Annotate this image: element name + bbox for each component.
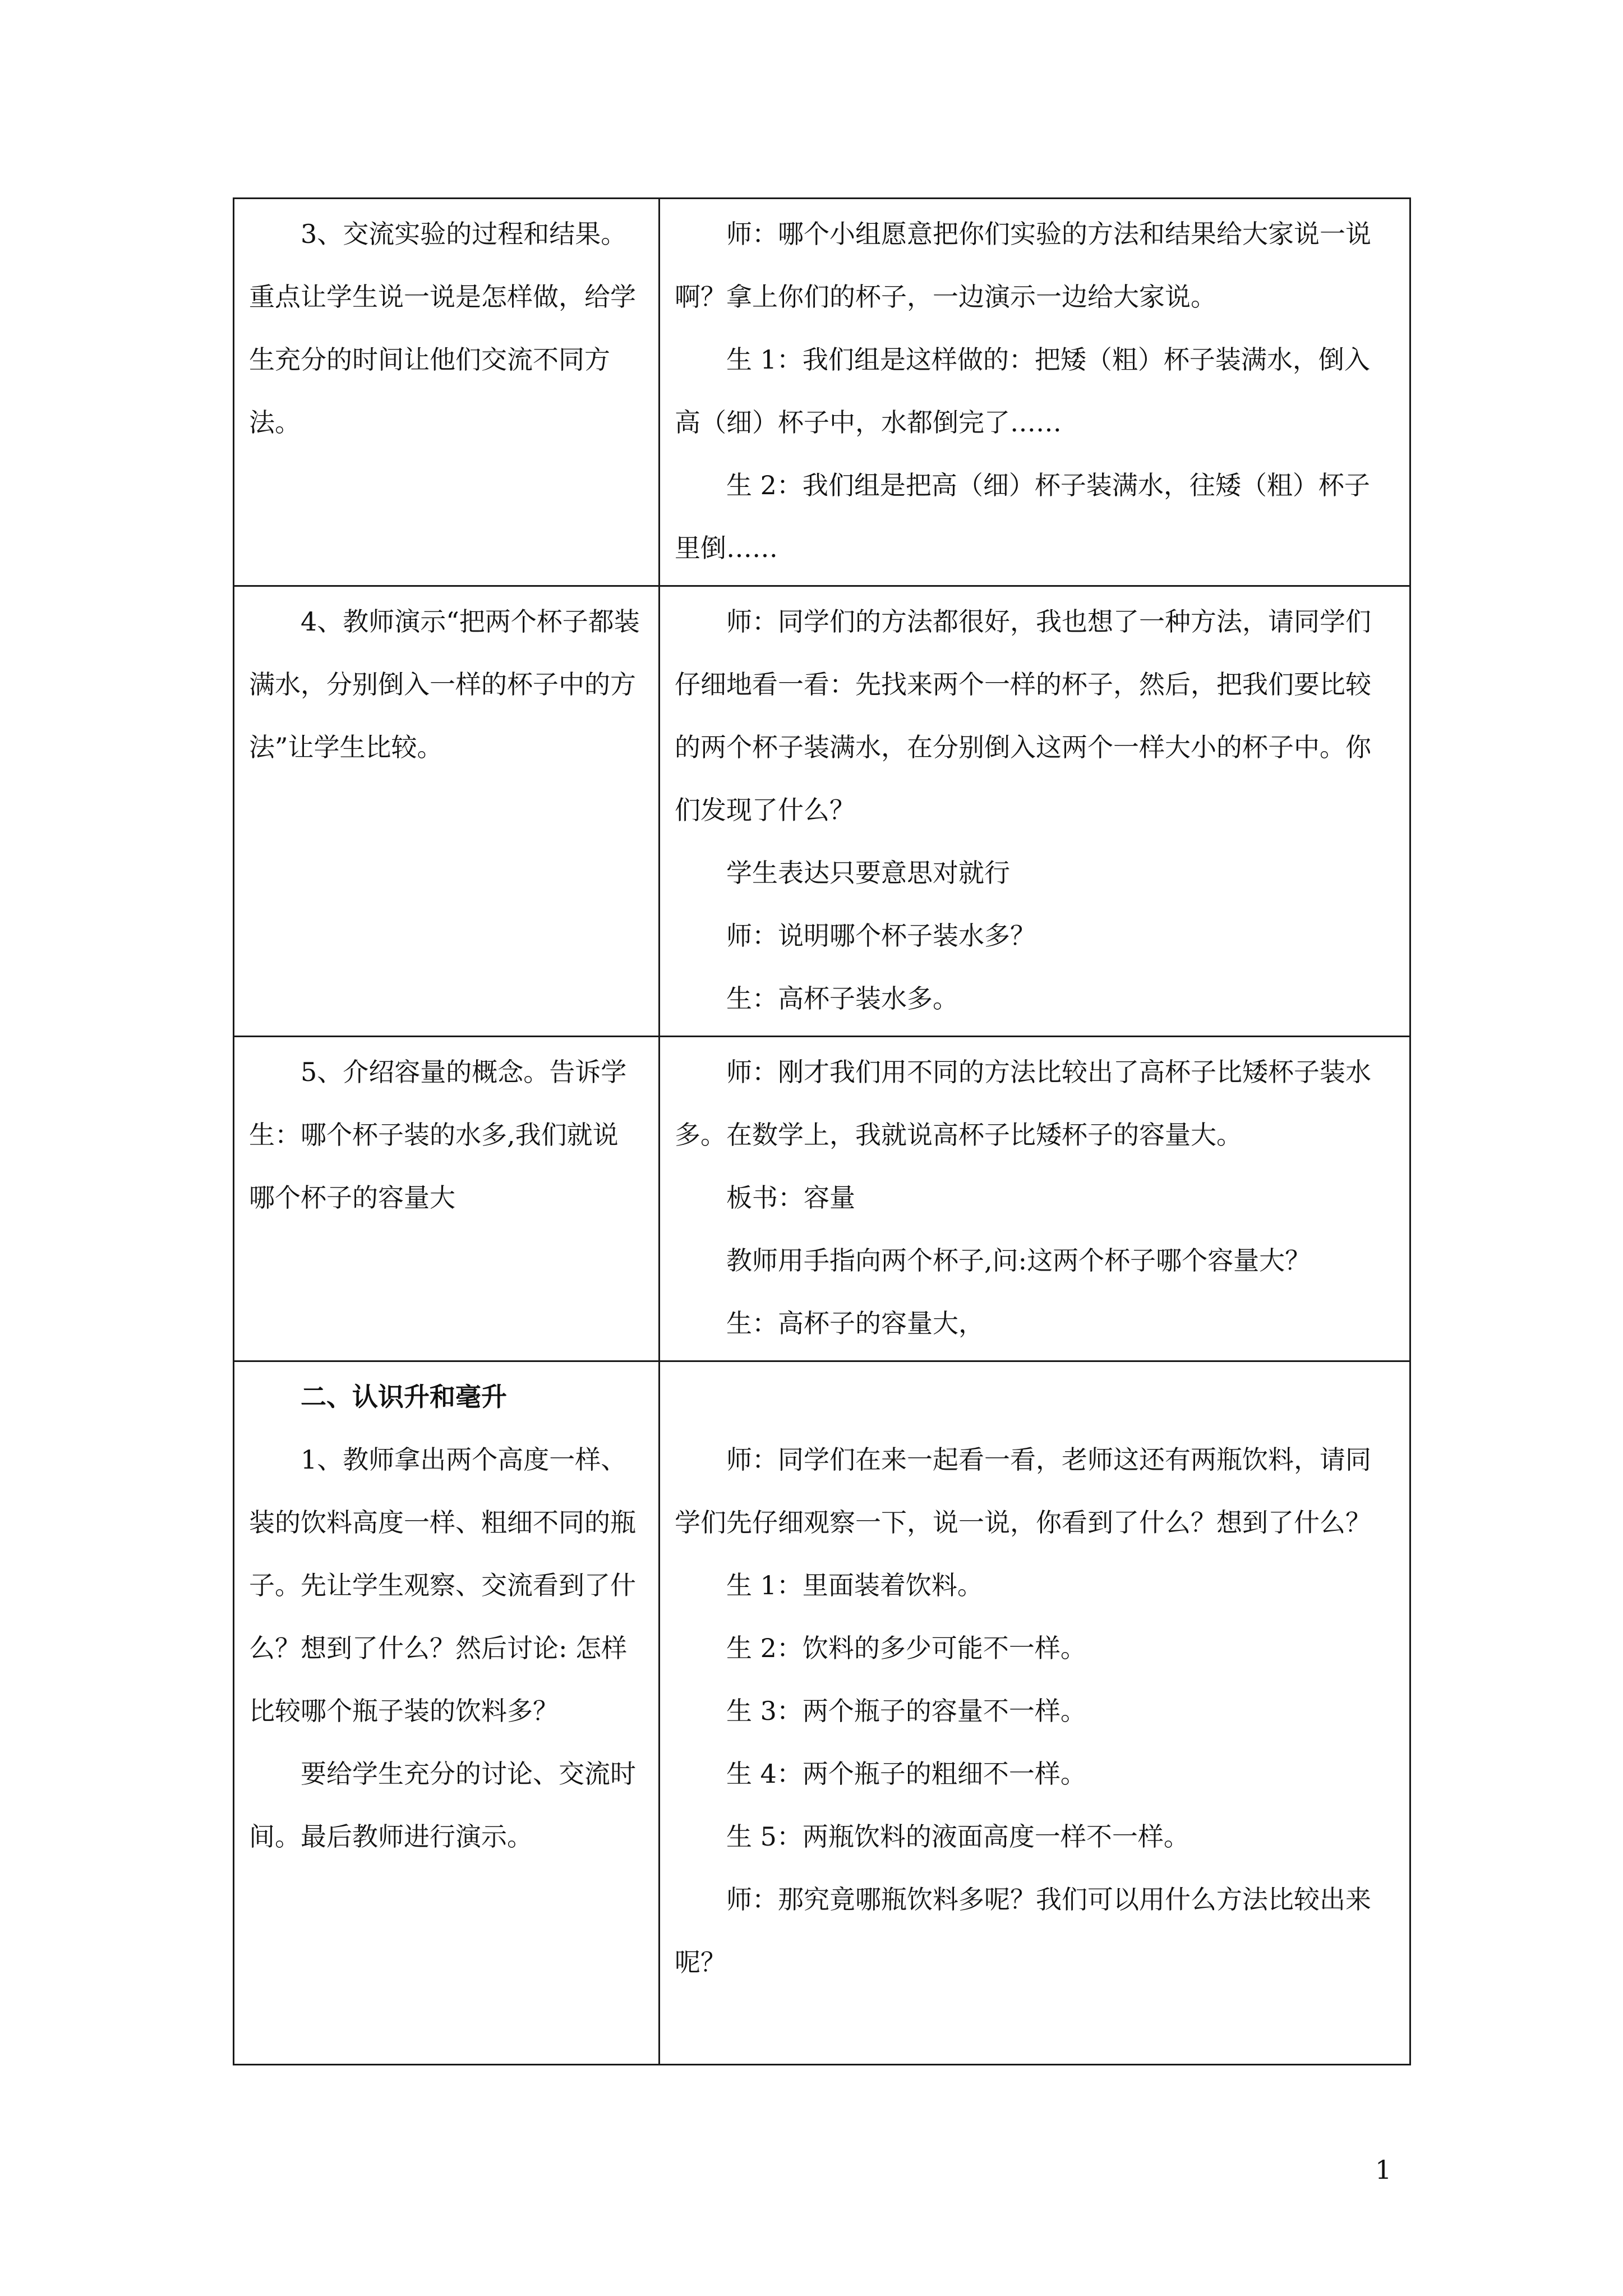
- table-row: [234, 586, 1410, 1037]
- dialogue-line: [675, 1365, 1395, 1428]
- dialogue-line: 板书：容量: [726, 1182, 855, 1213]
- dialogue-cell: [660, 586, 1410, 1037]
- dialogue-cell: [660, 1361, 1410, 2065]
- dialogue-line: 教师用手指向两个杯子,问:这两个杯子哪个容量大？: [726, 1245, 1311, 1276]
- dialogue-line: 生 1：里面装着饮料。: [726, 1570, 983, 1600]
- dialogue-line: 生 3：两个瓶子的容量不一样。: [726, 1696, 1086, 1726]
- dialogue-line: 师：刚才我们用不同的方法比较出了高杯子比矮杯子装水多。在数学上，我就说高杯子比矮杯子的容量大。: [675, 1057, 1371, 1150]
- activity-text: 1、教师拿出两个高度一样、装的饮料高度一样、粗细不同的瓶子。先让学生观察、交流看到了什么？想到了什么？然后讨论: 怎样比较哪个瓶子装的饮料多？: [249, 1444, 636, 1726]
- dialogue-line: 生 4：两个瓶子的粗细不一样。: [726, 1759, 1086, 1789]
- dialogue-line: 师：那究竟哪瓶饮料多呢？我们可以用什么方法比较出来呢？: [675, 1884, 1371, 1977]
- lesson-plan-table: [233, 197, 1411, 2065]
- dialogue-cell: [660, 1037, 1410, 1361]
- table-row: [234, 1037, 1410, 1361]
- dialogue-line: 生 2：我们组是把高（细）杯子装满水，往矮（粗）杯子里倒……: [675, 470, 1370, 563]
- dialogue-line: 生 5：两瓶饮料的液面高度一样不一样。: [726, 1821, 1189, 1852]
- dialogue-line: 生：高杯子装水多。: [726, 983, 958, 1014]
- dialogue-line: 生 2：饮料的多少可能不一样。: [726, 1633, 1086, 1663]
- table-row: [234, 199, 1410, 586]
- page-number: 1: [1375, 2155, 1392, 2185]
- activity-text: 5、介绍容量的概念。告诉学生：哪个杯子装的水多,我们就说哪个杯子的容量大: [249, 1057, 627, 1213]
- dialogue-line: 学生表达只要意思对就行: [726, 858, 1010, 888]
- table-row: [234, 1361, 1410, 2065]
- section-heading: 二、认识升和毫升: [301, 1382, 507, 1412]
- dialogue-cell: [660, 199, 1410, 586]
- dialogue-line: 生：高杯子的容量大，: [726, 1308, 984, 1338]
- activity-text: 3、交流实验的过程和结果。重点让学生说一说是怎样做，给学生充分的时间让他们交流不同方法。: [249, 219, 636, 438]
- activity-cell: [234, 1361, 660, 2065]
- activity-cell: [234, 1037, 660, 1361]
- activity-text: 4、教师演示“把两个杯子都装满水，分别倒入一样的杯子中的方法”让学生比较。: [249, 606, 640, 762]
- dialogue-line: 生 1：我们组是这样做的：把矮（粗）杯子装满水，倒入高（细）杯子中，水都倒完了……: [675, 344, 1370, 438]
- dialogue-line: 师：说明哪个杯子装水多？: [726, 921, 1036, 951]
- activity-cell: [234, 586, 660, 1037]
- dialogue-line: 师：同学们的方法都很好，我也想了一种方法，请同学们仔细地看一看：先找来两个一样的杯子，然后，把我们要比较的两个杯子装满水，在分别倒入这两个一样大小的杯子中。你们发现了什么？: [675, 606, 1371, 825]
- activity-cell: [234, 199, 660, 586]
- dialogue-line: 师：同学们在来一起看一看，老师这还有两瓶饮料，请同学们先仔细观察一下，说一说，你看到了什么？想到了什么？: [675, 1444, 1371, 1538]
- activity-text: 要给学生充分的讨论、交流时间。最后教师进行演示。: [249, 1759, 636, 1852]
- dialogue-line: 师：哪个小组愿意把你们实验的方法和结果给大家说一说啊？拿上你们的杯子，一边演示一边给大家说。: [675, 219, 1371, 312]
